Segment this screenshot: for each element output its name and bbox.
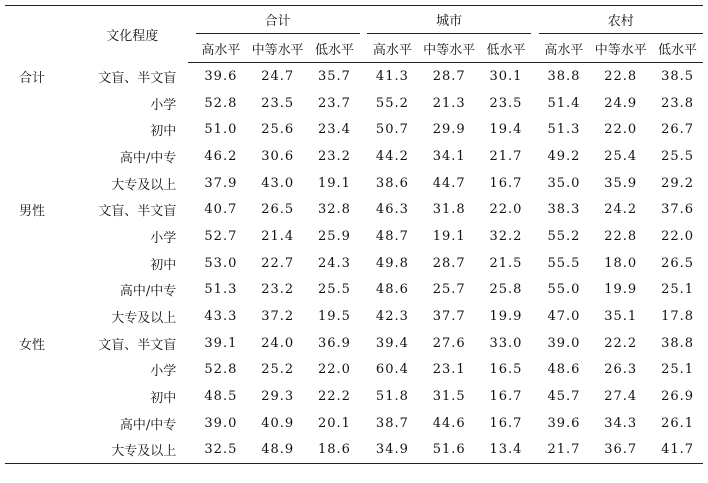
row-gender-label bbox=[5, 437, 65, 464]
table-cell-value: 22.7 bbox=[261, 255, 295, 271]
table-cell-value: 48.7 bbox=[375, 228, 409, 244]
row-gender-label: 合计 bbox=[19, 70, 46, 86]
table-cell-value: 48.5 bbox=[204, 389, 238, 405]
table-cell-value: 48.9 bbox=[261, 442, 295, 458]
table-cell-value: 23.8 bbox=[661, 95, 695, 111]
table-cell-value: 42.3 bbox=[375, 309, 409, 325]
row-education-level: 高中/中专 bbox=[119, 150, 177, 166]
table-cell-value: 34.9 bbox=[375, 442, 409, 458]
table-cell-value: 26.5 bbox=[661, 255, 695, 271]
table-cell-value: 41.7 bbox=[661, 442, 695, 458]
table-cell-value: 22.2 bbox=[604, 335, 638, 351]
table-cell-value: 32.8 bbox=[317, 202, 351, 218]
header-education-level: 文化程度 bbox=[106, 28, 159, 44]
header-group-total: 合计 bbox=[196, 6, 360, 34]
table-cell-value: 31.5 bbox=[432, 389, 466, 405]
row-gender-label bbox=[5, 303, 65, 330]
table-cell-value: 25.4 bbox=[604, 148, 638, 164]
row-gender-label bbox=[5, 277, 65, 304]
table-cell-value: 52.7 bbox=[204, 228, 238, 244]
table-cell-value: 51.6 bbox=[432, 442, 466, 458]
table-cell-value: 44.7 bbox=[432, 175, 466, 191]
subheader-high: 高水平 bbox=[367, 34, 418, 63]
table-cell-value: 39.1 bbox=[204, 335, 238, 351]
table-cell-value: 53.0 bbox=[204, 255, 238, 271]
table-cell-value: 25.1 bbox=[661, 362, 695, 378]
table-cell-value: 52.8 bbox=[204, 95, 238, 111]
table-cell-value: 22.8 bbox=[604, 228, 638, 244]
table-cell-value: 29.3 bbox=[261, 389, 295, 405]
table-cell-value: 45.7 bbox=[547, 389, 581, 405]
table-cell-value: 34.3 bbox=[604, 415, 638, 431]
table-cell-value: 55.2 bbox=[547, 228, 581, 244]
table-cell-value: 17.8 bbox=[661, 309, 695, 325]
table-cell-value: 26.9 bbox=[661, 389, 695, 405]
table-cell-value: 25.9 bbox=[317, 228, 351, 244]
table-cell-value: 43.3 bbox=[204, 309, 238, 325]
table-cell-value: 37.6 bbox=[661, 202, 695, 218]
table-cell-value: 23.1 bbox=[432, 362, 466, 378]
table-cell-value: 36.7 bbox=[604, 442, 638, 458]
row-gender-label bbox=[5, 116, 65, 143]
row-education-level: 初中 bbox=[150, 124, 177, 140]
header-gender-blank bbox=[5, 6, 65, 63]
table-cell-value: 40.9 bbox=[261, 415, 295, 431]
table-cell-value: 25.5 bbox=[317, 282, 351, 298]
table-row bbox=[5, 170, 703, 197]
row-education-level: 初中 bbox=[150, 257, 177, 273]
table-cell-value: 18.0 bbox=[604, 255, 638, 271]
row-education-level: 高中/中专 bbox=[119, 284, 177, 300]
table-row bbox=[5, 116, 703, 143]
table-cell-value: 36.9 bbox=[317, 335, 351, 351]
row-education-level: 大专及以上 bbox=[111, 444, 177, 460]
table-cell-value: 19.5 bbox=[317, 309, 351, 325]
table-row bbox=[5, 223, 703, 250]
table-cell-value: 23.5 bbox=[489, 95, 523, 111]
table-cell-value: 32.5 bbox=[204, 442, 238, 458]
table-cell-value: 25.8 bbox=[489, 282, 523, 298]
table-cell-value: 35.7 bbox=[317, 68, 351, 84]
table-row bbox=[5, 410, 703, 437]
table-cell-value: 51.3 bbox=[547, 122, 581, 138]
row-gender-label: 男性 bbox=[19, 204, 46, 220]
table-cell-value: 34.1 bbox=[432, 148, 466, 164]
table-cell-value: 30.1 bbox=[489, 68, 523, 84]
table-cell-value: 22.0 bbox=[317, 362, 351, 378]
table-cell-value: 28.7 bbox=[432, 255, 466, 271]
row-education-level: 初中 bbox=[150, 391, 177, 407]
table-cell-value: 41.3 bbox=[375, 68, 409, 84]
table-row bbox=[5, 63, 703, 90]
table-cell-value: 39.0 bbox=[204, 415, 238, 431]
table-row bbox=[5, 277, 703, 304]
table-row bbox=[5, 383, 703, 410]
table-cell-value: 38.8 bbox=[661, 335, 695, 351]
table-row bbox=[5, 437, 703, 464]
header-group-row bbox=[5, 6, 703, 34]
table-cell-value: 21.5 bbox=[489, 255, 523, 271]
table-cell-value: 48.6 bbox=[375, 282, 409, 298]
table-cell-value: 35.0 bbox=[547, 175, 581, 191]
table-cell-value: 26.7 bbox=[661, 122, 695, 138]
table-cell-value: 25.1 bbox=[661, 282, 695, 298]
table-cell-value: 46.2 bbox=[204, 148, 238, 164]
table-cell-value: 22.0 bbox=[604, 122, 638, 138]
table-cell-value: 25.2 bbox=[261, 362, 295, 378]
table-cell-value: 60.4 bbox=[375, 362, 409, 378]
subheader-medium: 中等水平 bbox=[246, 34, 309, 63]
table-cell-value: 51.0 bbox=[204, 122, 238, 138]
table-cell-value: 38.3 bbox=[547, 202, 581, 218]
table-cell-value: 46.3 bbox=[375, 202, 409, 218]
table-cell-value: 16.7 bbox=[489, 389, 523, 405]
row-gender-label bbox=[5, 357, 65, 384]
table-cell-value: 55.0 bbox=[547, 282, 581, 298]
table-cell-value: 29.9 bbox=[432, 122, 466, 138]
table-row bbox=[5, 330, 703, 357]
table-cell-value: 55.5 bbox=[547, 255, 581, 271]
table-cell-value: 24.7 bbox=[261, 68, 295, 84]
table-cell-value: 23.2 bbox=[261, 282, 295, 298]
table-cell-value: 52.8 bbox=[204, 362, 238, 378]
table-cell-value: 51.3 bbox=[204, 282, 238, 298]
table-cell-value: 25.5 bbox=[661, 148, 695, 164]
row-education-level: 高中/中专 bbox=[119, 417, 177, 433]
row-education-level: 小学 bbox=[150, 97, 177, 113]
table-cell-value: 27.4 bbox=[604, 389, 638, 405]
table-row bbox=[5, 303, 703, 330]
table-row bbox=[5, 143, 703, 170]
table-cell-value: 22.2 bbox=[317, 389, 351, 405]
subheader-low: 低水平 bbox=[481, 34, 532, 63]
table-cell-value: 30.6 bbox=[261, 148, 295, 164]
table-cell-value: 19.1 bbox=[432, 228, 466, 244]
table-cell-value: 16.5 bbox=[489, 362, 523, 378]
row-gender-label bbox=[5, 223, 65, 250]
table-cell-value: 38.7 bbox=[375, 415, 409, 431]
subheader-medium: 中等水平 bbox=[589, 34, 652, 63]
row-gender-label bbox=[5, 170, 65, 197]
table-row bbox=[5, 250, 703, 277]
row-gender-label bbox=[5, 143, 65, 170]
table-cell-value: 51.4 bbox=[547, 95, 581, 111]
table-cell-value: 44.6 bbox=[432, 415, 466, 431]
table-cell-value: 19.1 bbox=[317, 175, 351, 191]
subheader-low: 低水平 bbox=[652, 34, 703, 63]
table-cell-value: 24.0 bbox=[261, 335, 295, 351]
table-cell-value: 24.9 bbox=[604, 95, 638, 111]
table-cell-value: 29.2 bbox=[661, 175, 695, 191]
table-cell-value: 21.4 bbox=[261, 228, 295, 244]
table-cell-value: 39.6 bbox=[204, 68, 238, 84]
subheader-low: 低水平 bbox=[309, 34, 360, 63]
table-cell-value: 49.8 bbox=[375, 255, 409, 271]
row-gender-label bbox=[5, 410, 65, 437]
table-cell-value: 21.7 bbox=[547, 442, 581, 458]
table-cell-value: 25.6 bbox=[261, 122, 295, 138]
table-cell-value: 47.0 bbox=[547, 309, 581, 325]
table-cell-value: 32.2 bbox=[489, 228, 523, 244]
table-cell-value: 25.7 bbox=[432, 282, 466, 298]
table-cell-value: 24.2 bbox=[604, 202, 638, 218]
table-cell-value: 21.3 bbox=[432, 95, 466, 111]
table-cell-value: 23.4 bbox=[317, 122, 351, 138]
row-gender-label bbox=[5, 383, 65, 410]
table-cell-value: 18.6 bbox=[317, 442, 351, 458]
header-group-rural: 农村 bbox=[539, 6, 703, 34]
table-cell-value: 19.9 bbox=[489, 309, 523, 325]
table-cell-value: 39.0 bbox=[547, 335, 581, 351]
table-cell-value: 19.9 bbox=[604, 282, 638, 298]
row-education-level: 小学 bbox=[150, 230, 177, 246]
table-body bbox=[5, 63, 703, 464]
table-cell-value: 26.3 bbox=[604, 362, 638, 378]
table-cell-value: 23.5 bbox=[261, 95, 295, 111]
table-cell-value: 19.4 bbox=[489, 122, 523, 138]
table-cell-value: 13.4 bbox=[489, 442, 523, 458]
table-cell-value: 31.8 bbox=[432, 202, 466, 218]
table-cell-value: 37.9 bbox=[204, 175, 238, 191]
table-cell-value: 35.1 bbox=[604, 309, 638, 325]
table-cell-value: 21.7 bbox=[489, 148, 523, 164]
table-cell-value: 27.6 bbox=[432, 335, 466, 351]
education-health-literacy-table bbox=[5, 5, 703, 464]
table-cell-value: 37.7 bbox=[432, 309, 466, 325]
table-cell-value: 24.3 bbox=[317, 255, 351, 271]
table-row bbox=[5, 357, 703, 384]
table-cell-value: 20.1 bbox=[317, 415, 351, 431]
table-cell-value: 35.9 bbox=[604, 175, 638, 191]
table-cell-value: 28.7 bbox=[432, 68, 466, 84]
table-cell-value: 26.1 bbox=[661, 415, 695, 431]
table-cell-value: 16.7 bbox=[489, 175, 523, 191]
table-cell-value: 37.2 bbox=[261, 309, 295, 325]
row-education-level: 大专及以上 bbox=[111, 177, 177, 193]
table-cell-value: 38.5 bbox=[661, 68, 695, 84]
table-cell-value: 51.8 bbox=[375, 389, 409, 405]
table-cell-value: 26.5 bbox=[261, 202, 295, 218]
row-gender-label bbox=[5, 250, 65, 277]
row-gender-label bbox=[5, 90, 65, 117]
table-cell-value: 38.6 bbox=[375, 175, 409, 191]
table-cell-value: 39.4 bbox=[375, 335, 409, 351]
table-cell-value: 22.0 bbox=[489, 202, 523, 218]
table-cell-value: 55.2 bbox=[375, 95, 409, 111]
row-education-level: 大专及以上 bbox=[111, 311, 177, 327]
table-cell-value: 48.6 bbox=[547, 362, 581, 378]
row-gender-label: 女性 bbox=[19, 337, 46, 353]
table-cell-value: 44.2 bbox=[375, 148, 409, 164]
table-cell-value: 22.0 bbox=[661, 228, 695, 244]
table-cell-value: 39.6 bbox=[547, 415, 581, 431]
table-cell-value: 23.7 bbox=[317, 95, 351, 111]
table-cell-value: 49.2 bbox=[547, 148, 581, 164]
row-education-level: 文盲、半文盲 bbox=[98, 204, 177, 220]
table-cell-value: 16.7 bbox=[489, 415, 523, 431]
table-cell-value: 23.2 bbox=[317, 148, 351, 164]
subheader-medium: 中等水平 bbox=[418, 34, 481, 63]
table-cell-value: 33.0 bbox=[489, 335, 523, 351]
row-education-level: 小学 bbox=[150, 364, 177, 380]
table-cell-value: 43.0 bbox=[261, 175, 295, 191]
row-education-level: 文盲、半文盲 bbox=[98, 337, 177, 353]
subheader-high: 高水平 bbox=[539, 34, 590, 63]
table-cell-value: 38.8 bbox=[547, 68, 581, 84]
header-group-urban: 城市 bbox=[367, 6, 531, 34]
table-cell-value: 22.8 bbox=[604, 68, 638, 84]
table-cell-value: 40.7 bbox=[204, 202, 238, 218]
table-row bbox=[5, 196, 703, 223]
subheader-high: 高水平 bbox=[196, 34, 247, 63]
table-row bbox=[5, 90, 703, 117]
row-education-level: 文盲、半文盲 bbox=[98, 70, 177, 86]
table-cell-value: 50.7 bbox=[375, 122, 409, 138]
